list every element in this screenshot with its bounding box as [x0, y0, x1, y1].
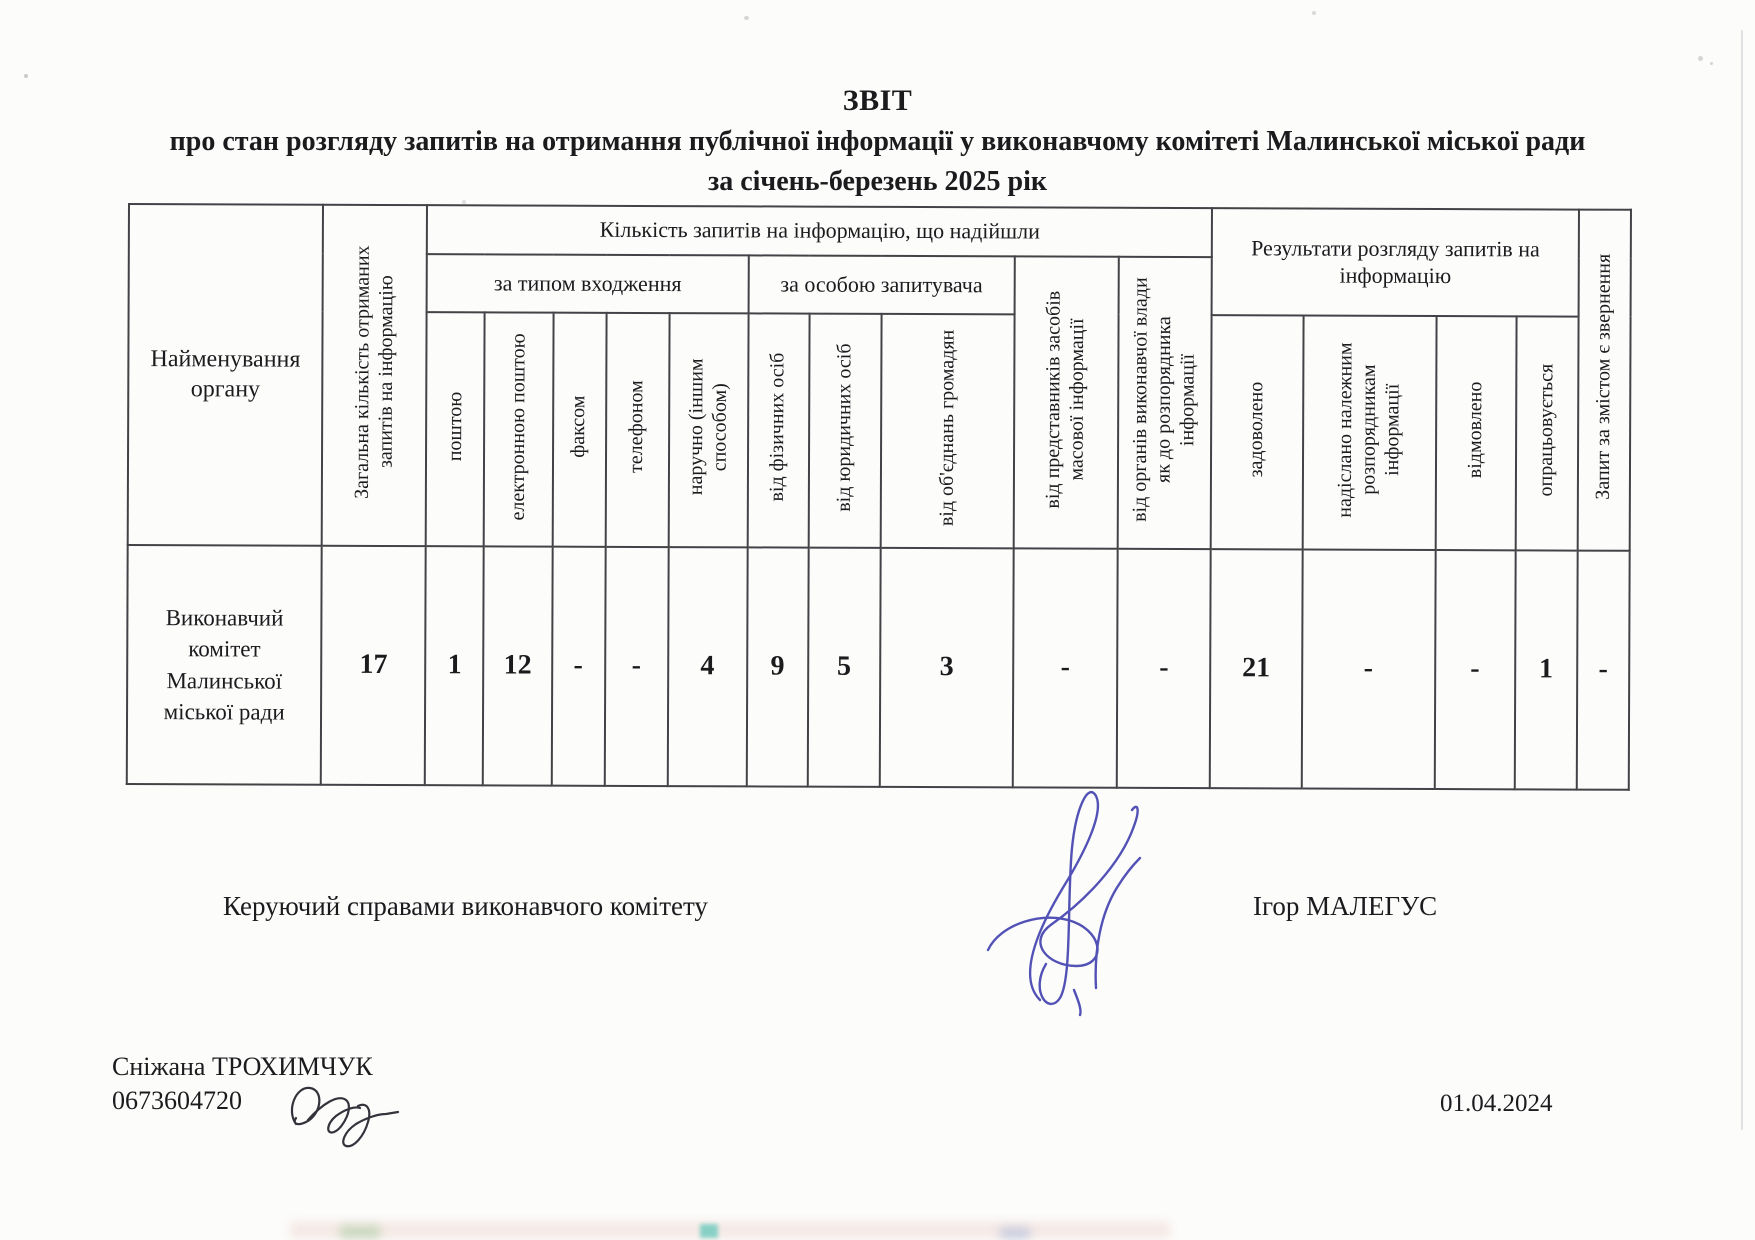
col-header-executive-label: від органів виконавчої влади як до розпорядника інформації — [1129, 277, 1199, 522]
table-row — [127, 545, 1630, 790]
value-total: 17 — [321, 546, 426, 785]
value-fax: - — [551, 547, 605, 786]
doc-subtitle-line2: за січень-березень 2025 рік — [707, 166, 1048, 197]
value-media: - — [1013, 548, 1118, 787]
col-header-media — [1014, 256, 1119, 548]
value-inperson: 4 — [667, 547, 747, 786]
organ-name-cell: Виконавчий комітет Малинської міської ради — [127, 545, 322, 785]
main-signature — [978, 782, 1203, 1017]
value-legal-entities: 5 — [808, 548, 881, 787]
group-header-received: Кількість запитів на інформацію, що надійшли — [427, 205, 1212, 257]
scan-speck — [1698, 56, 1703, 61]
col-header-executive — [1118, 257, 1212, 549]
scan-speck — [24, 74, 28, 78]
col-header-satisfied: задоволено — [1211, 315, 1303, 549]
contact-phone-label: 0673604720 — [112, 1086, 242, 1115]
col-header-fax: факсом — [552, 313, 606, 547]
col-header-organ-name: Найменування органу — [128, 204, 324, 546]
scan-speck — [744, 16, 749, 20]
value-refused: - — [1434, 550, 1515, 789]
value-satisfied: 21 — [1210, 549, 1302, 788]
value-phone: - — [604, 547, 668, 786]
scan-speck — [1312, 11, 1316, 15]
scan-speck — [462, 200, 466, 204]
col-header-appeal-label: Запит за змістом є звернення — [1591, 253, 1615, 500]
doc-title: ЗВІТ — [842, 84, 913, 117]
value-associations: 3 — [880, 548, 1014, 788]
value-email: 12 — [483, 546, 552, 785]
document-date: 01.04.2024 — [1440, 1090, 1553, 1117]
scan-speck — [1710, 62, 1713, 65]
col-header-post: поштою — [426, 312, 485, 546]
col-header-email: електронною поштою — [484, 312, 553, 546]
value-executive: - — [1117, 549, 1211, 788]
col-header-legal-entities: від юридичних осіб — [808, 314, 881, 548]
scan-streak — [700, 1224, 718, 1238]
group-header-by-type: за типом входження — [427, 254, 749, 313]
col-header-inperson: наручно (іншим способом) — [668, 313, 748, 547]
col-header-total-requests — [322, 205, 427, 546]
col-header-phone: телефоном — [605, 313, 669, 547]
value-post: 1 — [425, 546, 484, 785]
report-table-wrapper — [126, 203, 1634, 791]
signer-name-label: Ігор МАЛЕГУС — [1253, 891, 1438, 921]
col-header-appeal — [1578, 210, 1631, 551]
col-header-refused: відмовлено — [1435, 316, 1516, 550]
col-header-associations: від об'єднань громадян — [881, 314, 1015, 549]
group-header-by-person: за особою запитувача — [748, 255, 1015, 314]
report-table — [126, 203, 1632, 791]
scan-streak — [290, 1222, 1170, 1238]
value-forwarded: - — [1301, 550, 1435, 790]
value-inprogress: 1 — [1515, 550, 1578, 789]
secondary-signature — [282, 1076, 407, 1154]
value-appeal: - — [1577, 551, 1630, 790]
value-individuals: 9 — [746, 547, 808, 786]
col-header-media-label: від представників засобів масової інформації — [1042, 290, 1089, 509]
scan-streak — [340, 1226, 380, 1238]
doc-subtitle-line1: про стан розгляду запитів на отримання публічної інформації у виконавчому комітеті Малинської міської ради — [169, 126, 1586, 157]
col-header-inprogress: опрацьовується — [1515, 316, 1578, 550]
scan-streak — [1000, 1228, 1030, 1238]
page-edge-scan-line — [1741, 30, 1743, 1130]
group-header-results: Результати розгляду запитів на інформацію — [1212, 208, 1579, 316]
col-header-total-requests-label: Загальна кількість отриманих запитів на інформацію — [350, 245, 398, 499]
col-header-forwarded: надіслано належним розпорядникам інформації — [1302, 316, 1436, 551]
col-header-individuals: від фізичних осіб — [747, 313, 809, 547]
contact-name-label: Сніжана ТРОХИМЧУК — [112, 1052, 373, 1081]
signer-role-label: Керуючий справами виконавчого комітету — [223, 891, 708, 921]
